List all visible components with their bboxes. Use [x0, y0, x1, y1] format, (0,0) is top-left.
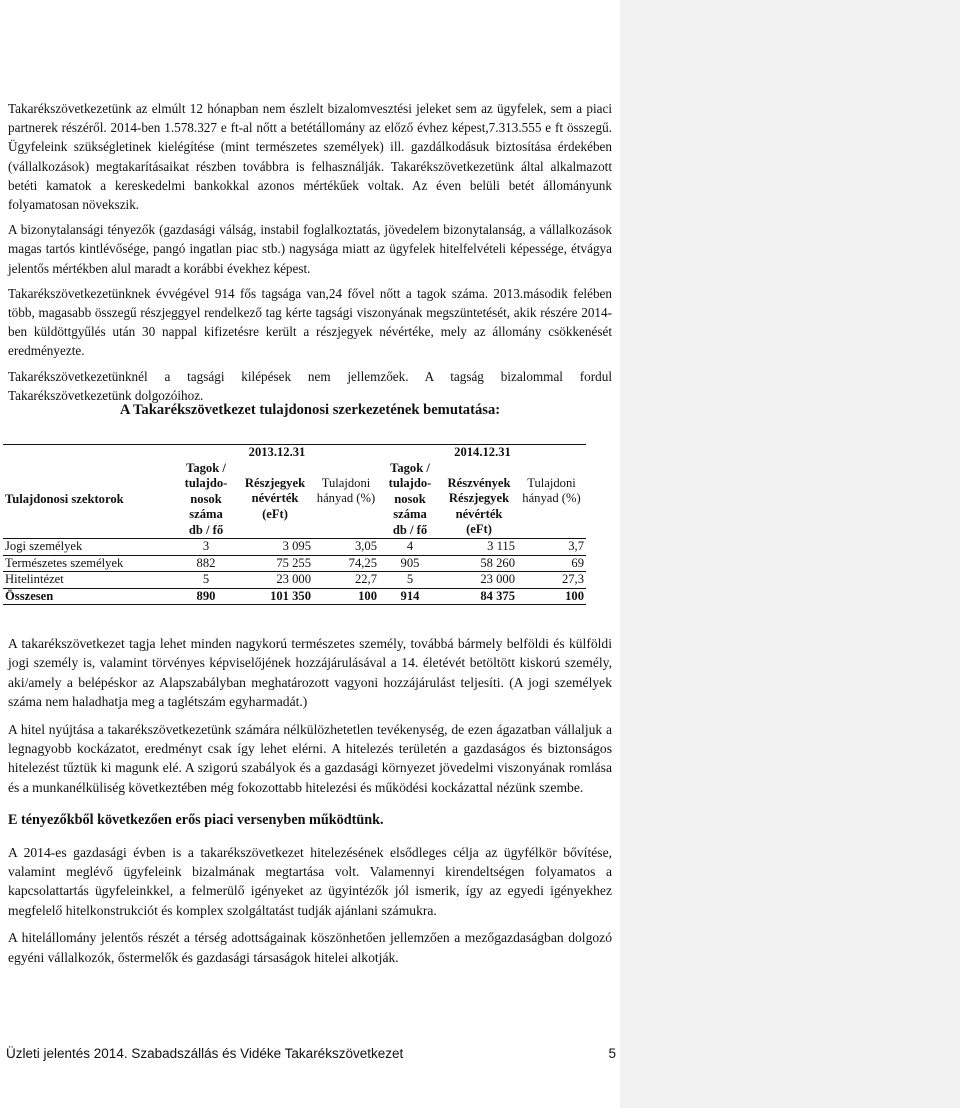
header-line: száma: [393, 507, 427, 521]
table-title: A Takarékszövetkezet tulajdonosi szerkezetének bemutatása:: [119, 402, 501, 418]
paragraph: A 2014-es gazdasági évben is a takarékszövetkezet hitelezésének elsődleges célja az ügyfélkör bővítése, valamint meglévő ügyfeleink bizalmának megtartása volt. Valamennyi kirendeltségen folyamatos a kapcsolattartás ügyfeleinkkel, a felmerülő igényeket az ügyintézők jól ismerik, így az egyedi igényekhez megfelelő hitelkonstrukciót és komplex szolgáltatást tudják ajánlani számukra.: [8, 844, 612, 918]
cell: 101 350: [237, 588, 313, 605]
table-row: [3, 555, 586, 572]
ownership-share-header-2014: [517, 461, 586, 539]
members-header-2013: [175, 461, 237, 539]
header-line: tulajdo-: [388, 476, 432, 490]
table-row: [3, 539, 586, 556]
header-line: nosok: [190, 491, 222, 506]
page-number: 5: [608, 1046, 616, 1061]
row-label: Összesen: [3, 588, 175, 605]
cell: 3,05: [313, 539, 379, 556]
header-line: tulajdo-: [184, 476, 228, 490]
paragraph: Takarékszövetkezetünknél a tagsági kilépések nem jellemzőek. A tagság bizalommal fordul Takarékszövetkezetünk dolgozóihoz.: [8, 368, 612, 403]
footer-title: Üzleti jelentés 2014. Szabadszállás és Vidéke Takarékszövetkezet: [6, 1046, 404, 1061]
page-footer: [6, 1046, 616, 1061]
cell: 100: [313, 588, 379, 605]
cell: 905: [379, 555, 441, 572]
table-row: [3, 572, 586, 589]
cell: 75 255: [237, 555, 313, 572]
row-label: Természetes személyek: [3, 555, 175, 572]
header-line: száma: [189, 507, 223, 521]
section-heading: E tényezőkből következően erős piaci versenyben működtünk.: [8, 812, 384, 829]
cell: 3 095: [237, 539, 313, 556]
cell: 5: [379, 572, 441, 589]
header-line: hányad (%): [522, 491, 581, 505]
header-line: Tulajdoni: [321, 475, 371, 490]
members-header-2014: [379, 461, 441, 539]
paragraph: A hitel nyújtása a takarékszövetkezetünk számára nélkülözhetetlen tevékenység, de ezen ágazatban vállaljuk a legnagyobb kockázatot, eredményt csak így lehet elérni. A hitelezés területén a gazdaságos és biztonságos hitelezést tűztük ki magunk elé. A szigorú szabályok és a gazdasági környezet jövedelmi viszonyának romlása és a munkanélküliség következtében még fokozottabb hitelezési és működési kockázattal nézünk szembe.: [8, 721, 612, 795]
cell: 69: [517, 555, 586, 572]
header-line: (eFt): [466, 522, 492, 536]
comment-pane: [620, 0, 960, 1108]
cell: 882: [175, 555, 237, 572]
header-line: hányad (%): [316, 491, 376, 505]
cell: 3 115: [441, 539, 517, 556]
header-line: névérték: [455, 506, 503, 521]
header-line: (eFt): [262, 506, 288, 521]
ownership-share-header-2013: [313, 461, 379, 539]
text-block-bottom: [8, 634, 612, 975]
header-line: Tagok /: [390, 460, 430, 475]
cell: 100: [517, 588, 586, 605]
sector-header-spacer: [3, 445, 175, 461]
table-total-row: [3, 588, 586, 605]
header-line: Részjegyek: [448, 491, 510, 505]
header-line: nosok: [394, 491, 426, 506]
cell: 84 375: [441, 588, 517, 605]
header-line: Részvények: [447, 475, 511, 490]
cell: 4: [379, 539, 441, 556]
paragraph: Takarékszövetkezetünknek évvégével 914 fős tagsága van,24 fővel nőtt a tagok száma. 2013.második felében több, magasabb összegű részjeggyel rendelkező tag kérte tagsági viszonyának megszüntetését, akik részére 2014-ben küldöttgyűlés után 30 nappal kifizetésre került a részjegyek névértéke, mely az állomány csökkenését eredményezte.: [8, 285, 612, 359]
table-header-row: [3, 445, 586, 461]
cell: 5: [175, 572, 237, 589]
paragraph: Takarékszövetkezetünk az elmúlt 12 hónapban nem észlelt bizalomvesztési jeleket sem az ügyfelek, sem a piaci partnerek részéről. 2014-ben 1.578.327 e ft-al nőtt a betétállomány az előző évhez képest,7.313.555 e ft összegű. Ügyfeleink szükségletinek kielégítése (mint természetes személyek) ill. gazdálkodásuk biztosítása érdekében (vállalkozások) megtakarításaikat részben továbbra is felhasználják. Takarékszövetkezetünk által alkalmazott betéti kamatok a kereskedelmi bankokkal azonos mértékűek voltak. Az éven belüli betét állományunk folyamatosan növekszik.: [8, 101, 612, 213]
date-2014-header: 2014.12.31: [454, 445, 511, 459]
paragraph: A bizonytalansági tényezők (gazdasági válság, instabil foglalkoztatás, jövedelem bizonytalanság, a vállalkozások magas tartós kintlévősége, pangó ingatlan piac stb.) nagysága miatt az ügyfelek hitelfelvételi képessége, étvágya jelentős mértékben alul maradt a korábbi évekhez képest.: [8, 222, 612, 276]
header-line: db / fő: [392, 522, 428, 537]
paragraph: A takarékszövetkezet tagja lehet minden nagykorú természetes személy, továbbá bármely belföldi és külföldi jogi személy is, valamint törvényes képviselőjének hozzájárulásával a 14. életévét betöltött kiskorú személy, aki/amely a belépéskor az Alapszabályban meghatározott vagyoni hozzájárulást teljesíti. (A jogi személyek száma nem haladhatja meg a taglétszám egyharmadát.): [8, 636, 612, 710]
sector-header: Tulajdonosi szektorok: [5, 491, 124, 506]
cell: 3: [175, 539, 237, 556]
date-2013-header: 2013.12.31: [248, 445, 306, 459]
cell: 74,25: [313, 555, 379, 572]
header-line: Tagok /: [186, 460, 226, 475]
cell: 22,7: [313, 572, 379, 589]
share-value-header-2014: [441, 461, 517, 539]
share-value-header-2013: [237, 461, 313, 539]
text-block-top: [8, 99, 612, 411]
row-label: Hitelintézet: [3, 572, 175, 589]
table-header-row: [3, 461, 586, 539]
cell: 23 000: [441, 572, 517, 589]
cell: 27,3: [517, 572, 586, 589]
header-line: Részjegyek: [244, 475, 306, 490]
ownership-table: [3, 444, 586, 605]
cell: 3,7: [517, 539, 586, 556]
cell: 914: [379, 588, 441, 605]
row-label: Jogi személyek: [3, 539, 175, 556]
paragraph: A hitelállomány jelentős részét a térség adottságainak köszönhetően jellemzően a mezőgazdaságban dolgozó egyéni vállalkozók, őstermelők és gazdasági társaságok hitelei alkotják.: [8, 930, 612, 965]
header-line: névérték: [251, 491, 299, 505]
cell: 23 000: [237, 572, 313, 589]
header-line: Tulajdoni: [527, 475, 576, 490]
header-line: db / fő: [188, 522, 224, 537]
cell: 890: [175, 588, 237, 605]
cell: 58 260: [441, 555, 517, 572]
